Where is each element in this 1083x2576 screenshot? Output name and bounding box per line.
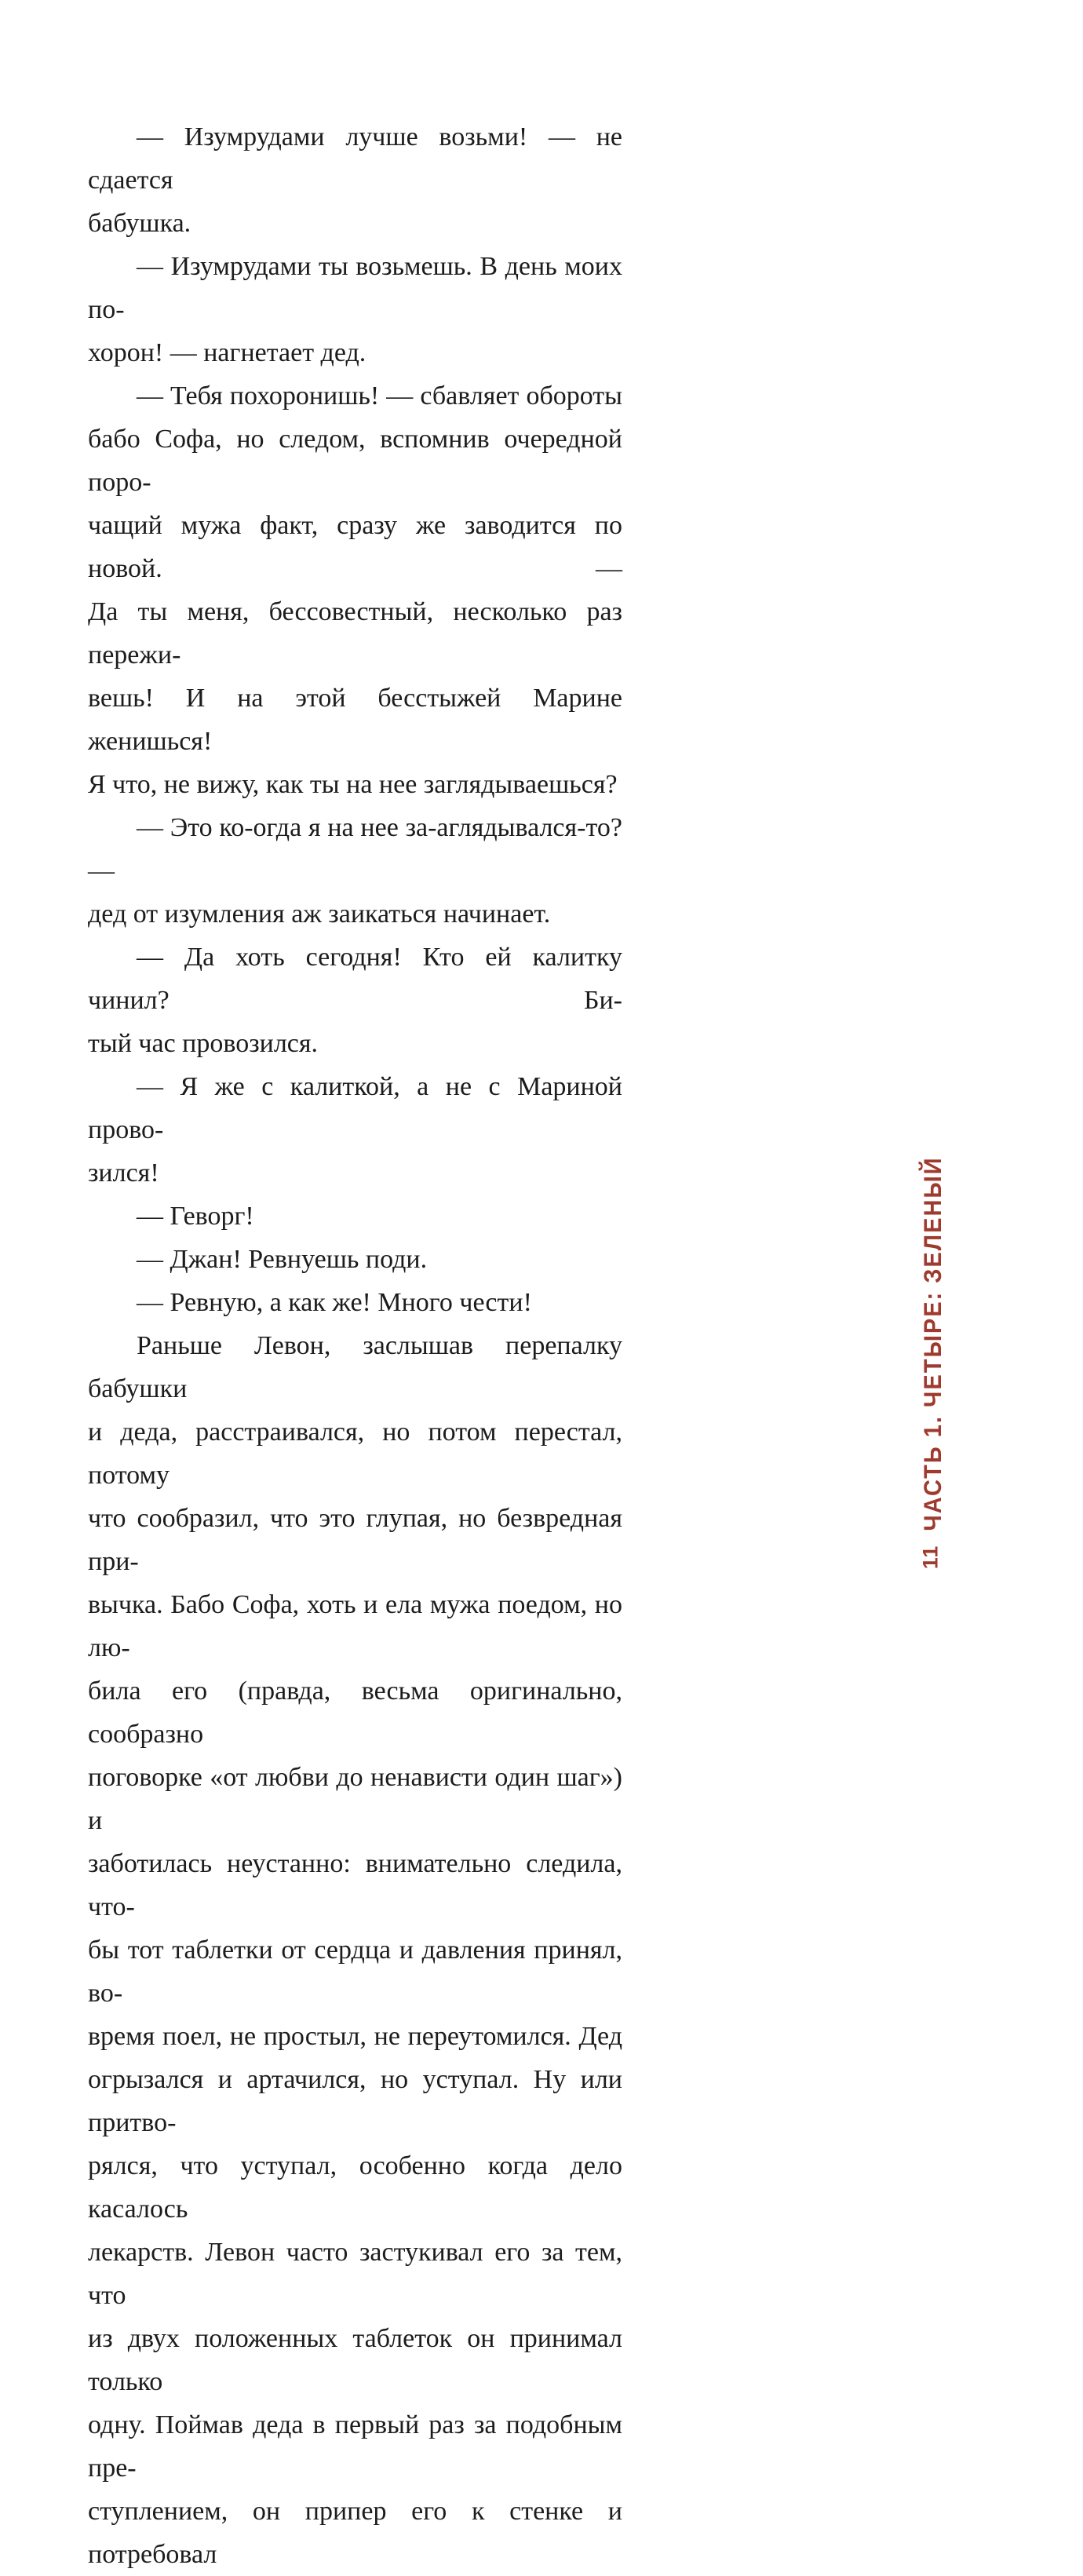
text-line: бы тот таблетки от сердца и давления принял, во- [88,1936,622,2008]
text-line: зился! [88,1158,159,1188]
text-line: заботилась неустанно: внимательно следила, что- [88,1849,622,1921]
text-line: Да ты меня, бессовестный, несколько раз пережи- [88,597,622,670]
text-line: лекарств. Левон часто застукивал его за тем, что [88,2238,622,2310]
text-line: — Джан! Ревнуешь поди. [137,1245,428,1274]
text-line: — Геворг! [137,1202,254,1231]
text-line: чащий мужа факт, сразу же заводится по новой. — [88,511,622,583]
page-number: 11 [918,1545,943,1570]
text-line: вычка. Бабо Софа, хоть и ела мужа поедом, но лю- [88,1590,622,1662]
text-line: дед от изумления аж заикаться начинает. [88,899,551,929]
text-line: из двух положенных таблеток он принимал только [88,2324,622,2396]
text-line: — Изумрудами ты возьмешь. В день моих по- [88,252,622,324]
page-text [88,115,622,2576]
text-line: — Я же с калиткой, а не с Мариной прово- [88,1072,622,1144]
text-line: — Да хоть сегодня! Кто ей калитку чинил? Би- [88,943,622,1015]
text-line: поговорке «от любви до ненависти один шаг») и [88,1763,622,1835]
text-line: бабушка. [88,209,191,238]
text-line: — Это ко-огда я на нее за-аглядывался-то? — [88,813,622,885]
text-line: вешь! И на этой бесстыжей Марине женишься! [88,684,622,756]
text-line: била его (правда, весьма оригинально, сообразно [88,1677,622,1749]
text-line: тый час провозился. [88,1029,319,1058]
chapter-sidebar-title: ЧАСТЬ 1. ЧЕТЫРЕ: ЗЕЛЕНЫЙ [920,1156,947,1531]
text-line: время поел, не простыл, не переутомился. Дед [88,2022,622,2051]
text-line: и деда, расстраивался, но потом перестал, потому [88,1418,622,1490]
text-line: рялся, что уступал, особенно когда дело касалось [88,2151,622,2224]
text-line: одну. Поймав деда в первый раз за подобным пре- [88,2410,622,2483]
text-line: — Изумрудами лучше возьми! — не сдается [88,122,622,195]
text-line: хорон! — нагнетает дед. [88,338,366,367]
text-line: — Ревную, а как же! Много чести! [137,1288,532,1317]
text-line: ступлением, он припер его к стенке и потребовал [88,2497,622,2569]
text-line: бабо Софа, но следом, вспомнив очередной поро- [88,425,622,497]
text-line: Раньше Левон, заслышав перепалку бабушки [88,1331,622,1403]
text-line: что сообразил, что это глупая, но безвредная при- [88,1504,622,1576]
text-line: — Тебя похоронишь! — сбавляет обороты [137,381,622,410]
text-line: огрызался и артачился, но уступал. Ну или притво- [88,2065,622,2137]
text-line: Я что, не вижу, как ты на нее заглядываешься? [88,770,618,799]
